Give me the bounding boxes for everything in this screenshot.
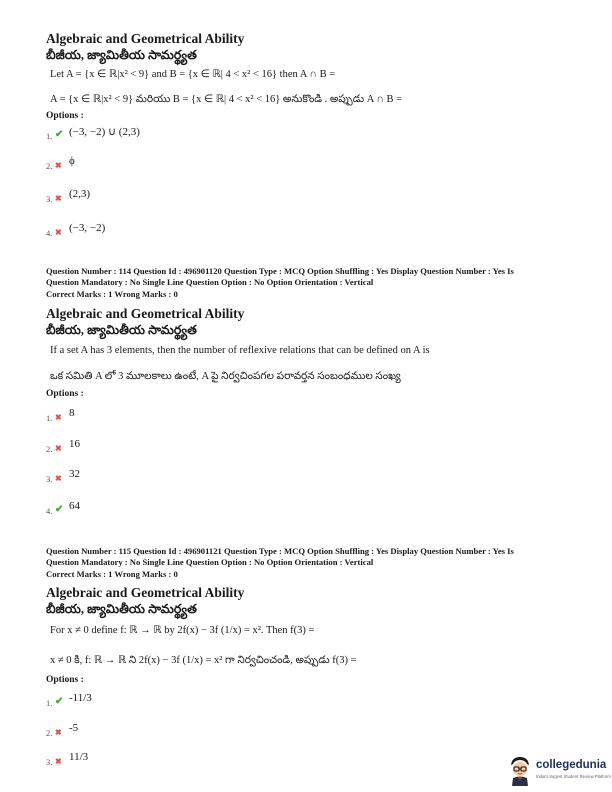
subject-heading: Algebraic and Geometrical Ability [46,585,245,600]
cross-icon: ✖ [55,444,62,453]
question-meta-line: Question Mandatory : No Single Line Question Option : No Option Orientation : Vertical [46,277,374,287]
option-number: 3. [46,194,53,204]
option-number: 3. [46,757,53,767]
option-number: 4. [46,506,53,516]
cross-icon: ✖ [55,413,62,422]
cross-icon: ✖ [55,757,62,766]
question-text-telugu: A = {x ∈ ℝ|x² < 9} మరియు B = {x ∈ ℝ| 4 < x² < 16} అనుకొండి . అప్పుడు A ∩ B = [50,94,403,105]
option-value: 64 [69,500,80,512]
check-icon: ✔ [55,696,64,707]
question-meta-line: Question Number : 114 Question Id : 496901120 Question Type : MCQ Option Shuffling : Yes Display Question Number : Yes Is [46,266,514,276]
option-value: 32 [69,468,80,480]
option-value: -11/3 [69,692,92,704]
question-text-telugu: ఒక సమితి A లో 3 మూలకాలు ఉంటే, A పై నిర్వచింపగల పరావర్తన సంబంధముల సంఖ్య [50,371,401,382]
cross-icon: ✖ [55,728,62,737]
cross-icon: ✖ [55,161,62,170]
check-icon: ✔ [55,129,64,140]
option-number: 1. [46,413,53,423]
option-number: 1. [46,131,53,141]
question-text: For x ≠ 0 define f: ℝ → ℝ by 2f(x) − 3f (1/x) = x². Then f(3) = [50,625,315,636]
subject-heading: Algebraic and Geometrical Ability [46,31,245,46]
check-icon: ✔ [55,504,64,515]
subject-heading: Algebraic and Geometrical Ability [46,306,245,321]
cross-icon: ✖ [55,228,62,237]
option-value: -5 [69,722,79,734]
option-number: 1. [46,698,53,708]
option-value: 11/3 [69,751,89,763]
option-value: 16 [69,438,80,450]
logo-tagline: India's largest Student Review Platform [536,774,611,779]
question-text: Let A = {x ∈ ℝ|x² < 9} and B = {x ∈ ℝ| 4 < x² < 16} then A ∩ B = [50,69,336,80]
option-number: 2. [46,728,53,738]
subject-heading-telugu: బీజీయ, జ్యామితీయ సామర్థ్యత [46,48,197,62]
option-number: 2. [46,444,53,454]
cross-icon: ✖ [55,474,62,483]
option-number: 2. [46,161,53,171]
option-number: 4. [46,228,53,238]
options-label: Options : [46,111,84,121]
subject-heading-telugu: బీజీయ, జ్యామితీయ సామర్థ్యత [46,602,197,616]
option-value: ϕ [69,155,75,167]
question-meta-line: Question Mandatory : No Single Line Question Option : No Option Orientation : Vertical [46,557,374,567]
option-value: 8 [69,407,75,419]
question-marks-line: Correct Marks : 1 Wrong Marks : 0 [46,569,178,579]
cross-icon: ✖ [55,194,62,203]
options-label: Options : [46,675,84,685]
question-text: If a set A has 3 elements, then the number of reflexive relations that can be defined on A is [50,345,430,356]
option-value: (−3, −2) ∪ (2,3) [69,126,140,138]
logo-name: collegedunia [536,759,607,771]
mascot-icon [508,756,532,786]
option-value: (2,3) [69,188,91,200]
question-marks-line: Correct Marks : 1 Wrong Marks : 0 [46,289,178,299]
option-value: (−3, −2) [69,222,106,234]
option-number: 3. [46,474,53,484]
options-label: Options : [46,389,84,399]
question-meta-line: Question Number : 115 Question Id : 496901121 Question Type : MCQ Option Shuffling : Yes Display Question Number : Yes Is [46,546,514,556]
question-text-telugu: x ≠ 0 కి, f: ℝ → ℝ ని 2f(x) − 3f (1/x) = x² గా నిర్వచించండి, అప్పుడు f(3) = [50,655,357,666]
subject-heading-telugu: బీజీయ, జ్యామితీయ సామర్థ్యత [46,323,197,337]
collegedunia-logo [508,756,611,788]
